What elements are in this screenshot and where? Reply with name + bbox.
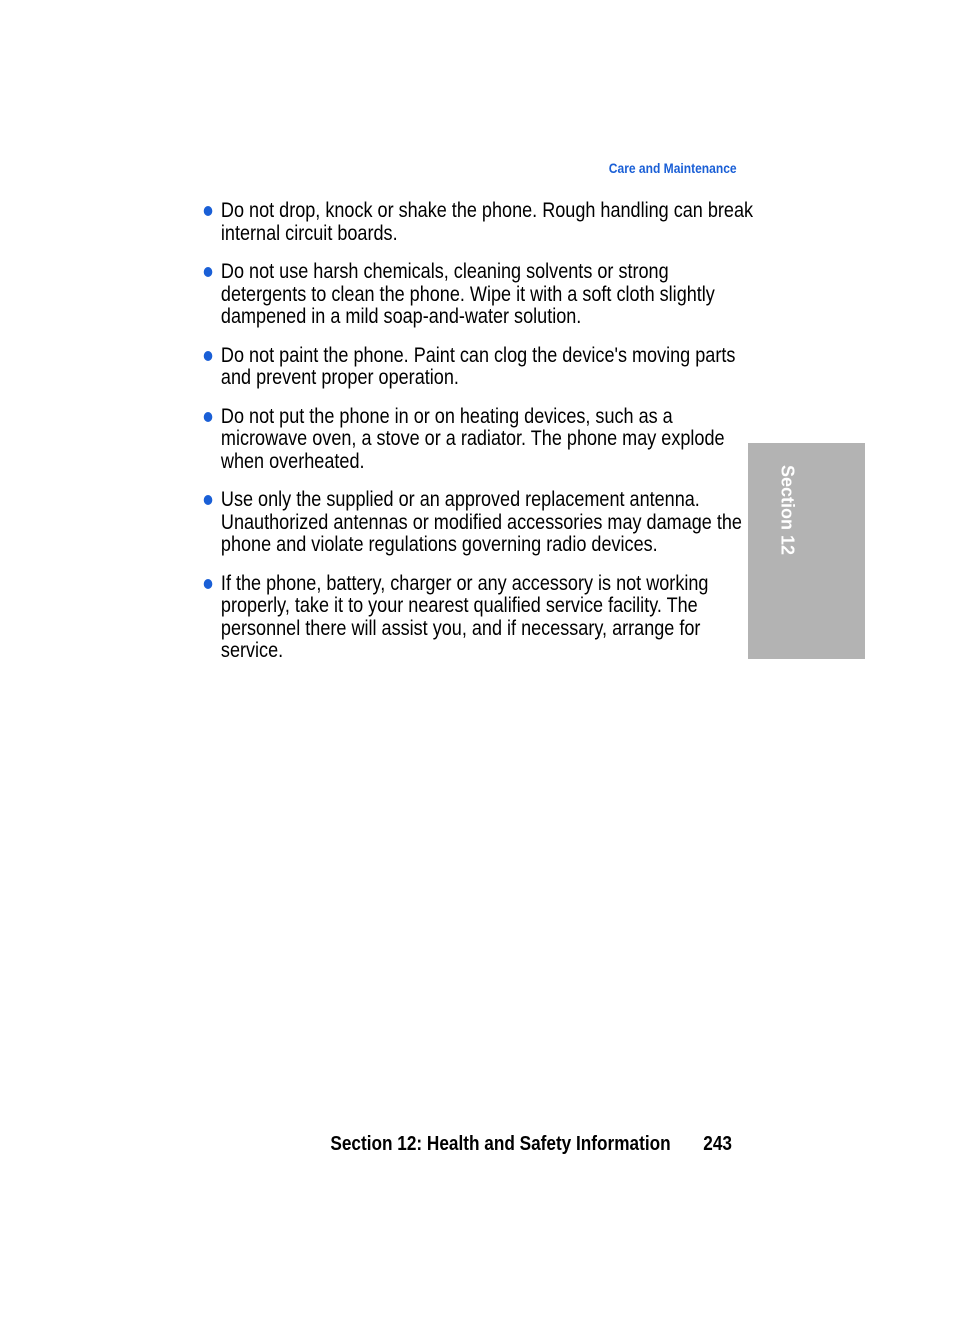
list-item: [202, 345, 754, 390]
running-header: Care and Maintenance: [609, 160, 737, 176]
bullet-icon: [204, 412, 213, 422]
list-item-text: Do not drop, knock or shake the phone. Rough handling can break internal circuit boards.: [220, 199, 754, 245]
list-item: [202, 406, 754, 474]
list-item: [202, 489, 754, 557]
list-item-text: Do not use harsh chemicals, cleaning solvents or strong detergents to clean the phone. Wipe it with a soft cloth slightly dampened in a mild soap-and-water solution.: [220, 260, 715, 328]
bullet-icon: [204, 579, 213, 589]
bullet-list: [202, 199, 754, 679]
page-footer: [330, 1133, 732, 1156]
list-item: [202, 261, 754, 329]
section-tab-label: Section 12: [777, 464, 798, 556]
bullet-icon: [204, 351, 213, 361]
bullet-icon: [204, 206, 213, 216]
list-item: [202, 200, 754, 245]
list-item-text: Do not paint the phone. Paint can clog the device's moving parts and prevent proper operation.: [220, 343, 736, 389]
footer-section-title: Section 12: Health and Safety Information: [330, 1133, 671, 1155]
list-item-text: If the phone, battery, charger or any accessory is not working properly, take it to your nearest qualified service facility. The personnel there will assist you, and if necessary, arrange for service.: [220, 571, 709, 662]
list-item-text: Use only the supplied or an approved replacement antenna. Unauthorized antennas or modified accessories may damage the phone and violate regulations governing radio devices.: [220, 488, 742, 556]
bullet-icon: [204, 495, 213, 505]
bullet-icon: [204, 267, 213, 277]
page-number: 243: [703, 1133, 732, 1155]
section-tab-label-wrapper: [767, 443, 807, 659]
section-tab: [748, 443, 865, 659]
list-item-text: Do not put the phone in or on heating devices, such as a microwave oven, a stove or a radiator. The phone may explode when overheated.: [220, 404, 725, 473]
list-item: [202, 573, 754, 663]
